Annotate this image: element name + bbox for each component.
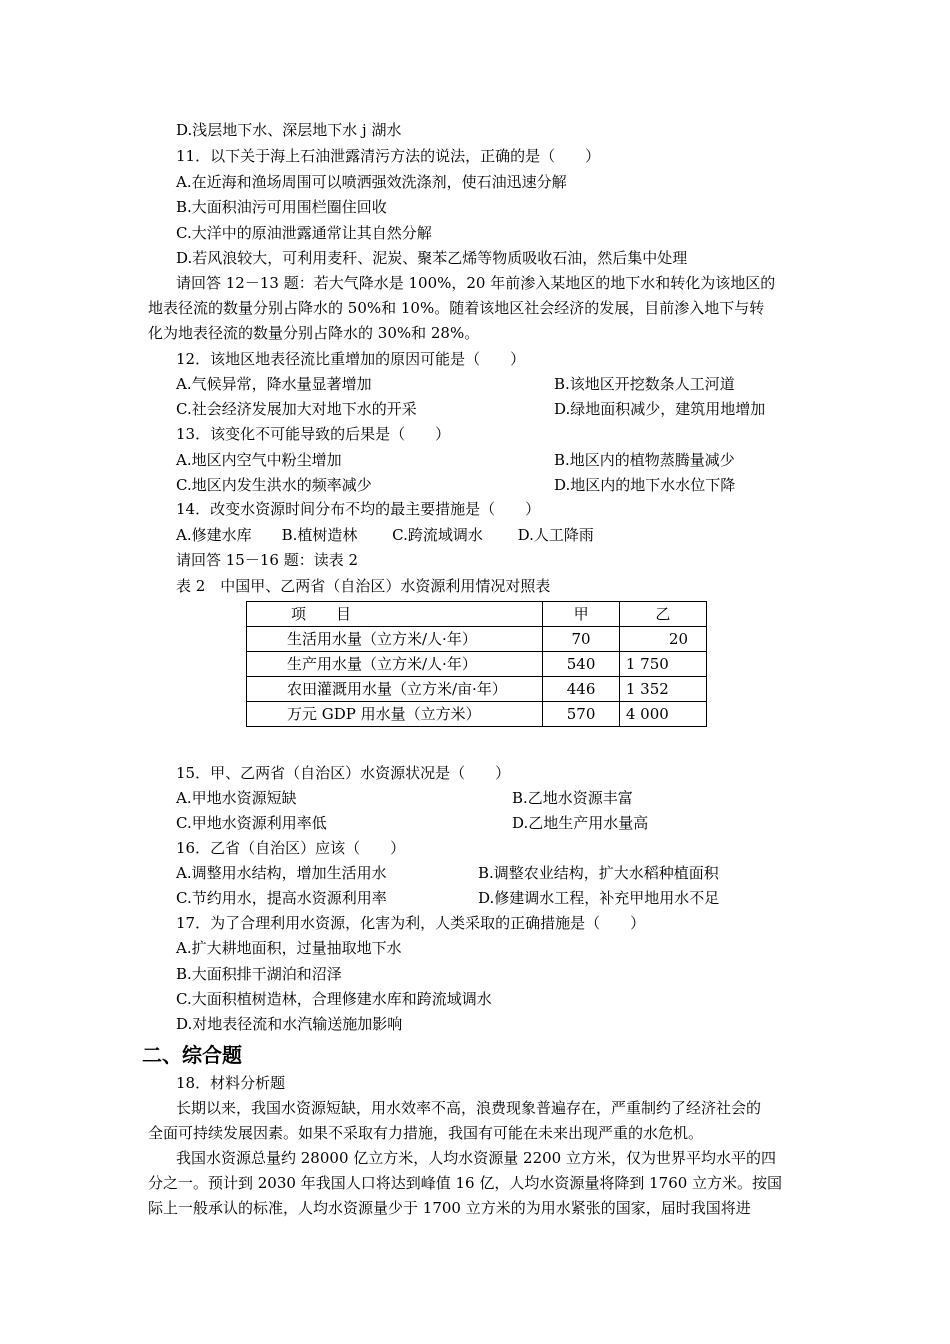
option-d-q10: D.浅层地下水、深层地下水 j 湖水 (176, 121, 402, 139)
option-c-q15: C.甲地水资源利用率低 (176, 814, 327, 832)
table-cell: 20 (619, 627, 706, 652)
table-header-cell: 项 目 (247, 602, 543, 627)
option-d-q12: D.绿地面积减少，建筑用地增加 (554, 400, 766, 418)
option-c-q16: C.节约用水，提高水资源利用率 (176, 889, 387, 907)
option-b-q17: B.大面积排干湖泊和沼泽 (176, 965, 342, 983)
table-cell: 446 (543, 677, 620, 702)
passage-15-16: 请回答 15－16 题：读表 2 (176, 551, 359, 569)
table-cell: 农田灌溉用水量（立方米/亩·年） (247, 677, 543, 702)
material-para2-line2: 分之一。预计到 2030 年我国人口将达到峰值 16 亿，人均水资源量将降到 1760 立方米。按国 (148, 1174, 783, 1192)
water-use-table (246, 601, 707, 727)
option-d-q17: D.对地表径流和水汽输送施加影响 (176, 1015, 403, 1033)
option-d-q16: D.修建调水工程，补充甲地用水不足 (478, 889, 720, 907)
option-a-q11: A.在近海和渔场周围可以喷洒强效洗涤剂，使石油迅速分解 (176, 173, 567, 191)
option-b-q11: B.大面积油污可用围栏圈住回收 (176, 198, 387, 216)
table-cell: 570 (543, 702, 620, 727)
question-17: 17．为了合理利用水资源，化害为利，人类采取的正确措施是（ ） (176, 914, 646, 932)
table-cell: 1 352 (619, 677, 706, 702)
option-c-q11: C.大洋中的原油泄露通常让其自然分解 (176, 224, 432, 242)
material-para1-line2: 全面可持续发展因素。如果不采取有力措施，我国有可能在未来出现严重的水危机。 (148, 1124, 704, 1142)
table-header-cell: 甲 (543, 602, 620, 627)
question-11: 11．以下关于海上石油泄露清污方法的说法，正确的是（ ） (176, 147, 601, 165)
option-c-q12: C.社会经济发展加大对地下水的开采 (176, 400, 417, 418)
table-cell: 生活用水量（立方米/人·年） (247, 627, 543, 652)
option-a-q13: A.地区内空气中粉尘增加 (176, 451, 342, 469)
table-cell: 1 750 (619, 652, 706, 677)
passage-12-13-line1: 请回答 12－13 题：若大气降水是 100%，20 年前渗入某地区的地下水和转化为该地区的 (176, 274, 776, 292)
option-d-q11: D.若风浪较大，可利用麦秆、泥炭、聚苯乙烯等物质吸收石油，然后集中处理 (176, 249, 688, 267)
table-cell: 万元 GDP 用水量（立方米） (247, 702, 543, 727)
option-d-q15: D.乙地生产用水量高 (512, 814, 649, 832)
question-12: 12．该地区地表径流比重增加的原因可能是（ ） (176, 350, 526, 368)
passage-12-13-line2: 地表径流的数量分别占降水的 50%和 10%。随着该地区社会经济的发展，目前渗入地下与转 (148, 299, 765, 317)
material-para2-line3: 际上一般承认的标准，人均水资源量少于 1700 立方米的为用水紧张的国家，届时我国将进 (148, 1199, 751, 1217)
material-para2-line1: 我国水资源总量约 28000 亿立方米，人均水资源量 2200 立方米，仅为世界平均水平的四 (176, 1149, 776, 1167)
material-para1-line1: 长期以来，我国水资源短缺，用水效率不高，浪费现象普遍存在，严重制约了经济社会的 (176, 1099, 762, 1117)
options-q14: A.修建水库 B.植树造林 C.跨流域调水 D.人工降雨 (176, 526, 594, 544)
question-18: 18．材料分析题 (176, 1074, 286, 1092)
table-caption: 表 2 中国甲、乙两省（自治区）水资源利用情况对照表 (176, 577, 551, 595)
section-heading: 二、综合题 (142, 1043, 242, 1067)
table-cell: 4 000 (619, 702, 706, 727)
table-row (247, 627, 707, 652)
passage-12-13-line3: 化为地表径流的数量分别占降水的 30%和 28%。 (148, 324, 480, 342)
option-b-q16: B.调整农业结构，扩大水稻种植面积 (478, 864, 719, 882)
option-a-q15: A.甲地水资源短缺 (176, 789, 297, 807)
option-c-q17: C.大面积植树造林，合理修建水库和跨流域调水 (176, 990, 492, 1008)
table-row (247, 702, 707, 727)
option-a-q16: A.调整用水结构，增加生活用水 (176, 864, 387, 882)
table-row (247, 652, 707, 677)
table-cell: 70 (543, 627, 620, 652)
question-16: 16．乙省（自治区）应该（ ） (176, 839, 406, 857)
option-a-q12: A.气候异常，降水量显著增加 (176, 375, 372, 393)
option-c-q13: C.地区内发生洪水的频率减少 (176, 476, 372, 494)
option-b-q13: B.地区内的植物蒸腾量减少 (554, 451, 735, 469)
table-header-cell: 乙 (619, 602, 706, 627)
table-header-row (247, 602, 707, 627)
option-b-q15: B.乙地水资源丰富 (512, 789, 633, 807)
option-a-q17: A.扩大耕地面积，过量抽取地下水 (176, 939, 402, 957)
table-row (247, 677, 707, 702)
table-cell: 540 (543, 652, 620, 677)
question-14: 14．改变水资源时间分布不均的最主要措施是（ ） (176, 500, 541, 518)
option-d-q13: D.地区内的地下水水位下降 (554, 476, 736, 494)
option-b-q12: B.该地区开挖数条人工河道 (554, 375, 735, 393)
table-cell: 生产用水量（立方米/人·年） (247, 652, 543, 677)
question-13: 13．该变化不可能导致的后果是（ ） (176, 425, 451, 443)
question-15: 15．甲、乙两省（自治区）水资源状况是（ ） (176, 764, 511, 782)
